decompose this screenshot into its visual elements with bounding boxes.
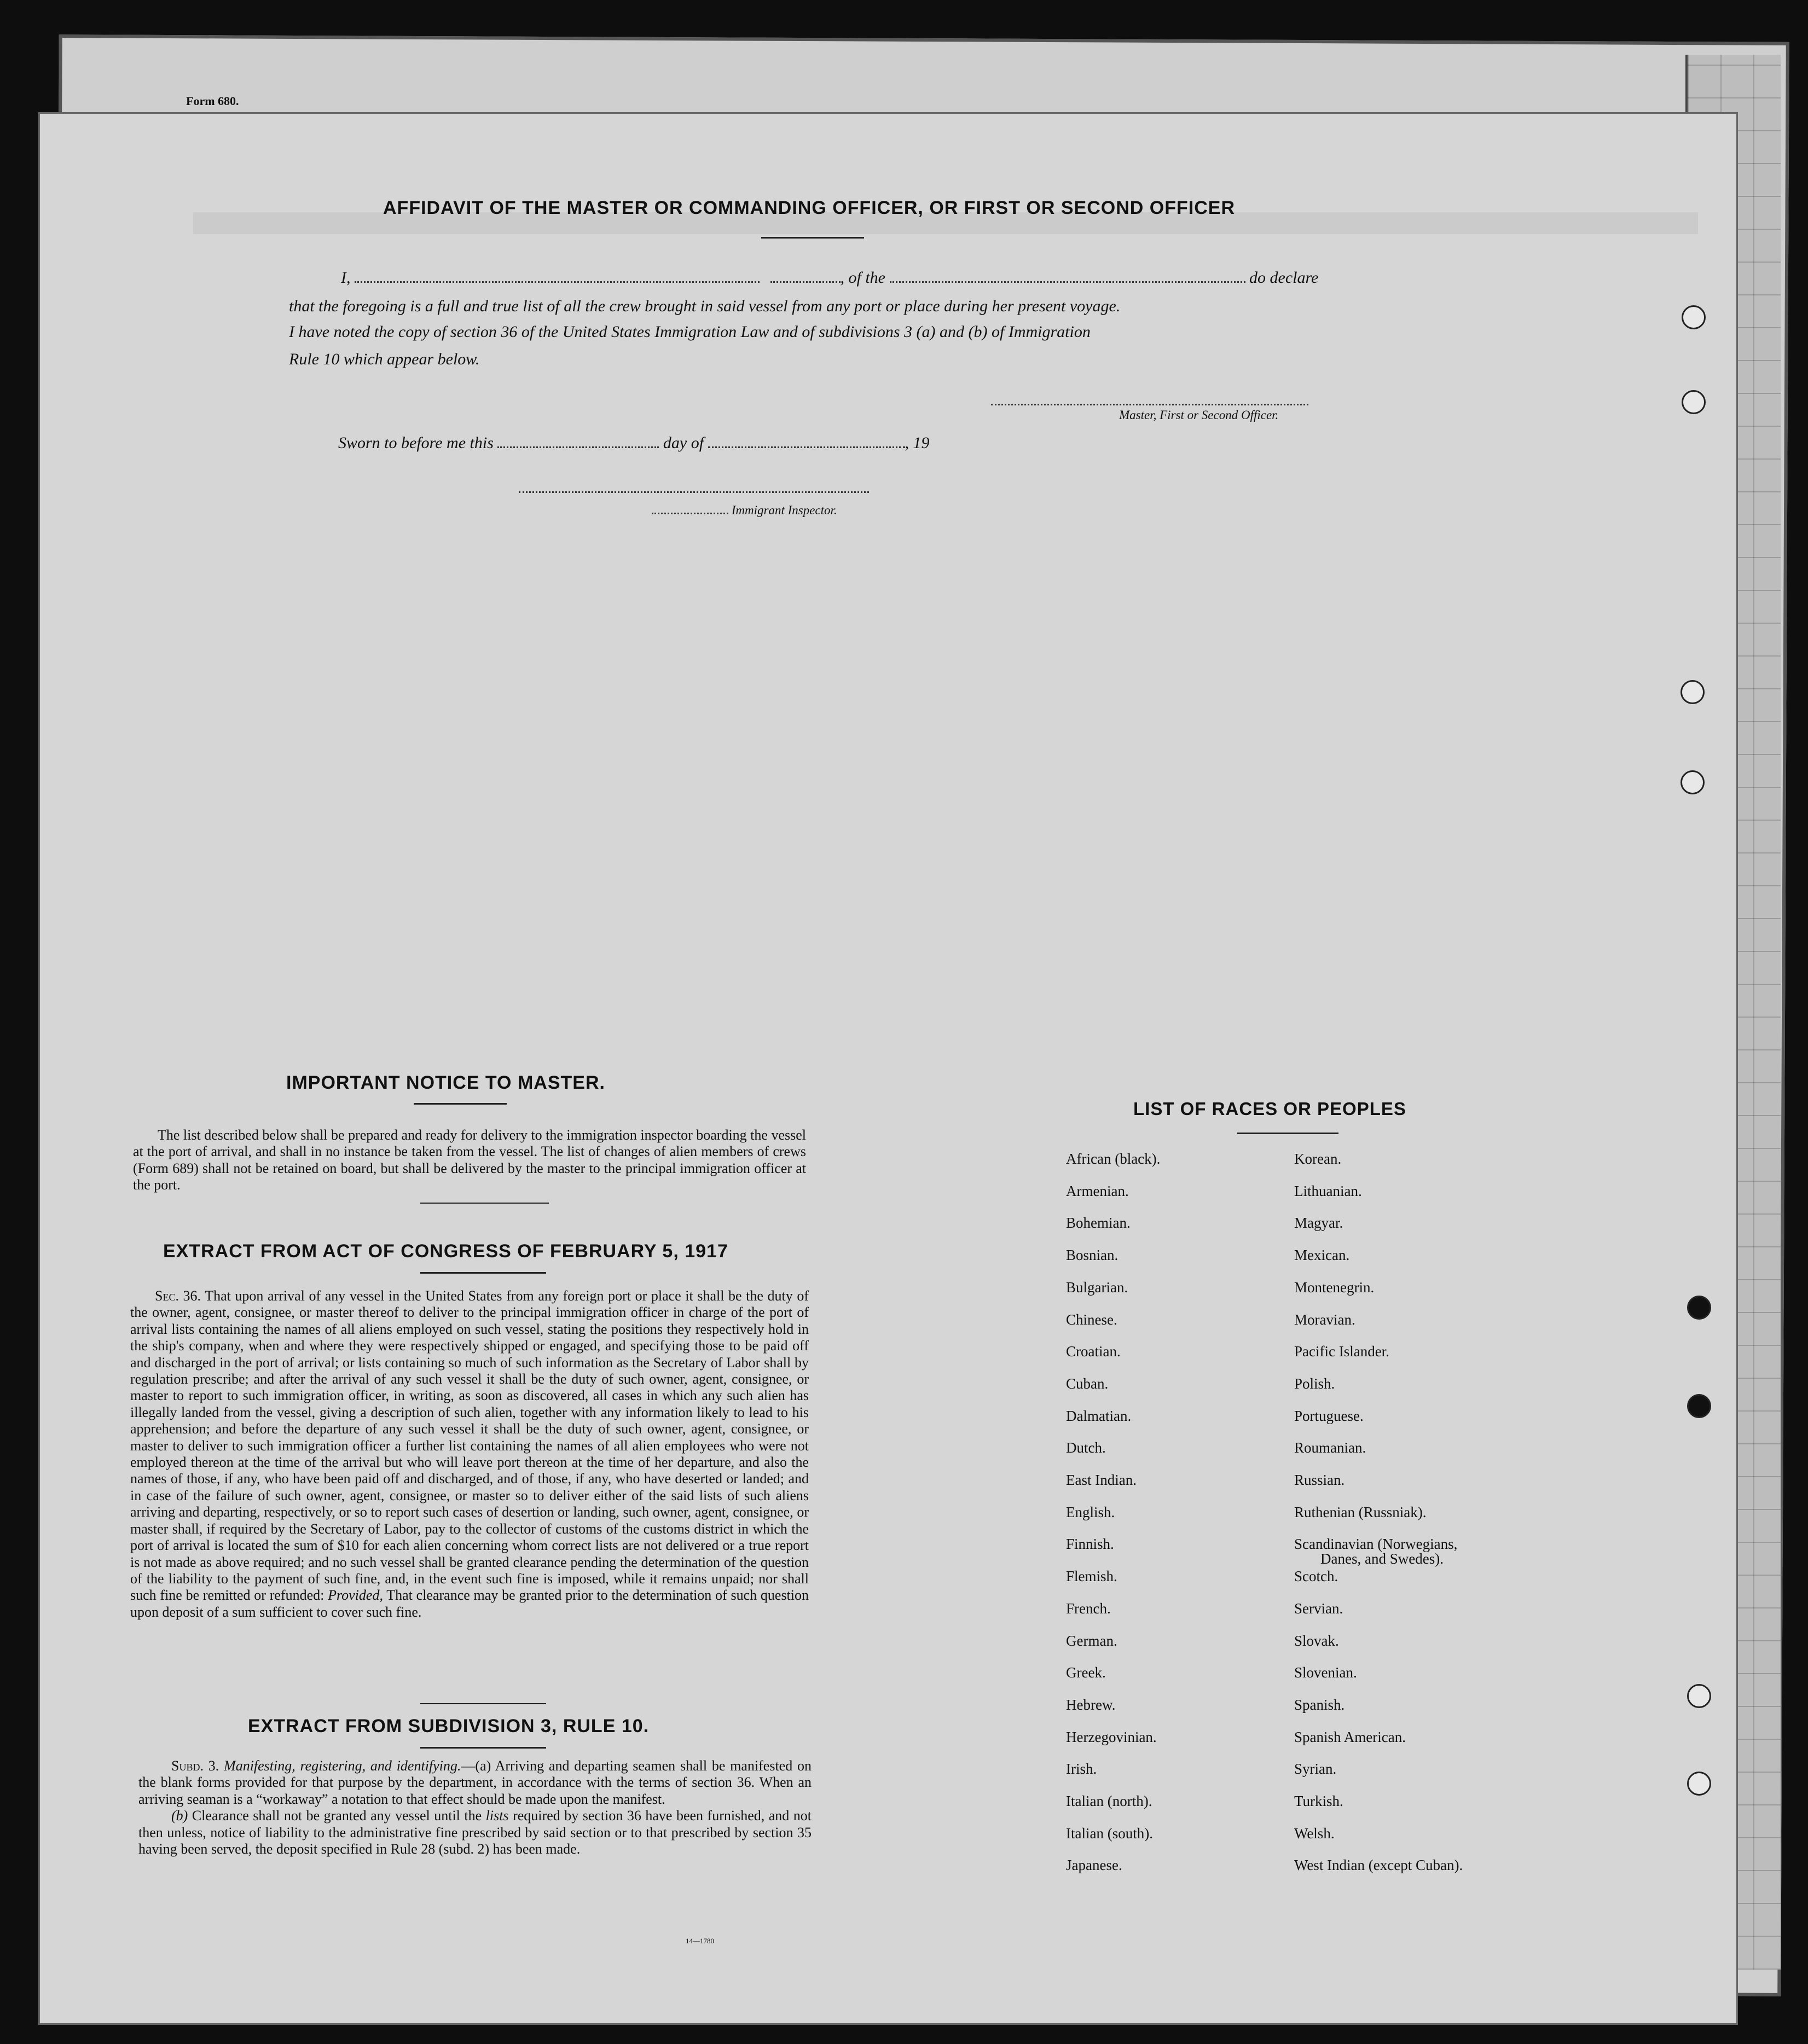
race-item: Slovenian. bbox=[1294, 1664, 1357, 1681]
race-item: Chinese. bbox=[1066, 1311, 1117, 1328]
punch-hole bbox=[1687, 1394, 1711, 1418]
races-title-rule bbox=[1237, 1133, 1338, 1134]
provided-label: Provided, bbox=[328, 1587, 383, 1604]
extract-rule-text bbox=[138, 1758, 812, 1857]
race-item: Pacific Islander. bbox=[1294, 1343, 1389, 1360]
subd-para-a: —(a) Arriving and departing seamen shall be manifested on the blank forms provided for that purpose by the department, in accordance with the terms of section 36. When an arriving seaman is a “workaway” a notation to that effect should be made upon the manifest. bbox=[138, 1758, 812, 1807]
race-item: Russian. bbox=[1294, 1472, 1345, 1488]
sworn-prefix: Sworn to before me this bbox=[338, 434, 494, 452]
punch-hole bbox=[1680, 680, 1705, 704]
provided-text: That clearance may be granted prior to the determination of such question upon deposit of a sum sufficient to cover such fine. bbox=[130, 1587, 809, 1620]
race-item: Scotch. bbox=[1294, 1568, 1338, 1585]
race-item: Turkish. bbox=[1294, 1793, 1343, 1809]
race-item: Herzegovinian. bbox=[1066, 1728, 1157, 1745]
race-item: Flemish. bbox=[1066, 1568, 1117, 1585]
punch-hole bbox=[1682, 305, 1706, 329]
punch-hole bbox=[1682, 390, 1706, 414]
sec-label: Sec. 36. bbox=[155, 1288, 201, 1304]
subd-para-b-1: Clearance shall not be granted any vessel until the bbox=[192, 1808, 482, 1824]
race-item: French. bbox=[1066, 1600, 1111, 1617]
affidavit-of-the: , of the bbox=[840, 269, 885, 287]
race-item: Bulgarian. bbox=[1066, 1279, 1128, 1296]
race-item: Greek. bbox=[1066, 1664, 1106, 1681]
race-item: Italian (north). bbox=[1066, 1793, 1152, 1809]
race-item: Cuban. bbox=[1066, 1375, 1109, 1392]
race-item-continuation: Danes, and Swedes). bbox=[1320, 1551, 1444, 1567]
subd-para-b-lists: lists bbox=[485, 1808, 509, 1824]
punch-hole bbox=[1680, 770, 1705, 794]
race-item: Scandinavian (Norwegians, bbox=[1294, 1536, 1458, 1553]
race-item: Bohemian. bbox=[1066, 1215, 1131, 1232]
print-code: 14—1780 bbox=[686, 1937, 714, 1945]
race-item: African (black). bbox=[1066, 1151, 1161, 1167]
race-item: Magyar. bbox=[1294, 1215, 1343, 1232]
punch-hole bbox=[1687, 1772, 1711, 1796]
race-item: Armenian. bbox=[1066, 1182, 1129, 1199]
sworn-year: , 19 bbox=[905, 434, 930, 452]
races-title: LIST OF RACES OR PEOPLES bbox=[1133, 1099, 1406, 1119]
sworn-month-field[interactable] bbox=[708, 441, 905, 448]
document-page bbox=[38, 112, 1738, 2025]
race-item: English. bbox=[1066, 1503, 1115, 1520]
inspector-signature-line[interactable] bbox=[519, 486, 869, 493]
inspector-label-dots bbox=[652, 507, 728, 514]
race-item: Irish. bbox=[1066, 1761, 1097, 1778]
name-field[interactable] bbox=[355, 276, 760, 283]
race-item: Dutch. bbox=[1066, 1439, 1106, 1456]
race-item: Italian (south). bbox=[1066, 1825, 1153, 1842]
inspector-label-line bbox=[652, 503, 837, 518]
race-item: Mexican. bbox=[1294, 1247, 1350, 1264]
race-item: Japanese. bbox=[1066, 1857, 1122, 1874]
race-item: East Indian. bbox=[1066, 1472, 1137, 1488]
inspector-label: Immigrant Inspector. bbox=[731, 503, 837, 517]
officer-signature-label: Master, First or Second Officer. bbox=[1119, 408, 1279, 422]
notice-text: The list described below shall be prepared and ready for delivery to the immigration inspector boarding the vessel at the port of arrival, and shall in no instance be taken from the vessel. The list of changes of alien members of crews (Form 689) shall not be retained on board, but shall be delivered by the master to the principal immigration officer at the port. bbox=[133, 1127, 806, 1193]
subd-heading: Manifesting, registering, and identifying. bbox=[224, 1758, 461, 1774]
subd-para-b-2: required by section 36 have been furnished, and not then unless, notice of liability to the administrative fine prescribed by said section or to that prescribed by section 35 having been served, the deposit specified in Rule 28 (subd. 2) has been made. bbox=[138, 1808, 812, 1857]
extract-act-title: EXTRACT FROM ACT OF CONGRESS OF FEBRUARY 5, 1917 bbox=[163, 1241, 728, 1262]
extract-act-title-rule bbox=[420, 1272, 546, 1274]
race-item: Finnish. bbox=[1066, 1536, 1114, 1553]
race-item: Lithuanian. bbox=[1294, 1182, 1362, 1199]
race-item: Welsh. bbox=[1294, 1825, 1335, 1842]
notice-end-rule bbox=[420, 1203, 549, 1204]
race-item: Spanish. bbox=[1294, 1696, 1345, 1713]
punch-hole bbox=[1687, 1296, 1711, 1320]
race-item: Slovak. bbox=[1294, 1632, 1339, 1649]
race-item: Hebrew. bbox=[1066, 1696, 1116, 1713]
race-item: Bosnian. bbox=[1066, 1247, 1119, 1264]
sworn-line bbox=[338, 434, 930, 452]
race-item: Polish. bbox=[1294, 1375, 1335, 1392]
subd-label: Subd. 3. bbox=[171, 1758, 219, 1774]
race-item: German. bbox=[1066, 1632, 1117, 1649]
extract-act-text bbox=[130, 1288, 809, 1621]
subd-b-label: (b) bbox=[171, 1808, 188, 1824]
rank-field[interactable] bbox=[770, 276, 841, 283]
affidavit-declare: do declare bbox=[1249, 269, 1319, 287]
race-item: West Indian (except Cuban). bbox=[1294, 1857, 1463, 1874]
vessel-field[interactable] bbox=[890, 276, 1245, 283]
race-item: Montenegrin. bbox=[1294, 1279, 1375, 1296]
extract-rule-title: EXTRACT FROM SUBDIVISION 3, RULE 10. bbox=[248, 1716, 650, 1737]
race-item: Servian. bbox=[1294, 1600, 1343, 1617]
race-item: Croatian. bbox=[1066, 1343, 1121, 1360]
affidavit-line-3: I have noted the copy of section 36 of the United States Immigration Law and of subdivisions 3 (a) and (b) of Immigration bbox=[289, 323, 1091, 341]
race-item: Portuguese. bbox=[1294, 1407, 1364, 1424]
race-item: Ruthenian (Russniak). bbox=[1294, 1503, 1427, 1520]
race-item: Roumanian. bbox=[1294, 1439, 1366, 1456]
affidavit-i: I, bbox=[341, 269, 351, 287]
sworn-day-field[interactable] bbox=[497, 441, 659, 448]
sworn-day-label: day of bbox=[663, 434, 704, 452]
affidavit-title: AFFIDAVIT OF THE MASTER OR COMMANDING OFFICER, OR FIRST OR SECOND OFFICER bbox=[383, 198, 1235, 218]
officer-signature-line[interactable] bbox=[991, 398, 1308, 405]
extract-act-end-rule bbox=[420, 1703, 546, 1704]
sec-36-text: That upon arrival of any vessel in the United States from any foreign port or place it shall be the duty of the owner, agent, consignee, or master thereof to deliver to the principal immigration officer in charge of the port of arrival lists containing the names of all aliens employed on such vessel, stating the positions they respectively hold in the ship's company, when and where they were respectively shipped or engaged, and specifying those to be paid off and discharged in the port of arrival; or lists containing so much of such information as the Secretary of Labor shall by regulation prescribe; and after the arrival of any such vessel it shall be the duty of such owner, agent, consignee, or master to report to such immigration officer, in writing, as soon as discovered, all cases in which any such alien has illegally landed from the vessel, giving a description of such alien, together with any information likely to lead to his apprehension; and before the departure of any such vessel it shall be the duty of such owner, agent, consignee, or master to deliver to such immigration officer a further list containing the names of all alien employees who were not employed thereon at the time of the arrival but who will leave port thereon at the time of her departure, and also the names of those, if any, who have been paid off and discharged, and of those, if any, who have deserted or landed; and in case of the failure of such owner, agent, consignee, or master so to deliver either of the said lists of such aliens arriving and departing, respectively, or so to report such cases of desertion or landing, such owner, agent, consignee, or master shall, if required by the Secretary of Labor, pay to the collector of customs of the customs district in which the port of arrival is located the sum of $10 for each alien concerning whom correct lists are not delivered or a true report is not made as above required; and no such vessel shall be granted clearance pending the determination of the question of the liability to the payment of such fine, and, in the event such fine is imposed, while it remains unpaid; nor shall such fine be remitted or refunded: bbox=[130, 1288, 809, 1604]
extract-rule-title-rule bbox=[420, 1747, 546, 1749]
affidavit-line-2: that the foregoing is a full and true list of all the crew brought in said vessel from any port or place during her present voyage. bbox=[289, 297, 1121, 315]
affidavit-line-1 bbox=[341, 269, 1318, 287]
race-item: Korean. bbox=[1294, 1151, 1342, 1167]
affidavit-title-rule bbox=[761, 237, 864, 239]
race-item: Moravian. bbox=[1294, 1311, 1355, 1328]
notice-title-rule bbox=[414, 1103, 507, 1105]
punch-hole bbox=[1687, 1684, 1711, 1708]
notice-title: IMPORTANT NOTICE TO MASTER. bbox=[286, 1072, 605, 1093]
race-item: Syrian. bbox=[1294, 1761, 1337, 1778]
affidavit-line-4: Rule 10 which appear below. bbox=[289, 350, 480, 368]
form-number: Form 680. bbox=[186, 94, 239, 108]
race-item: Dalmatian. bbox=[1066, 1407, 1132, 1424]
race-item: Spanish American. bbox=[1294, 1728, 1406, 1745]
